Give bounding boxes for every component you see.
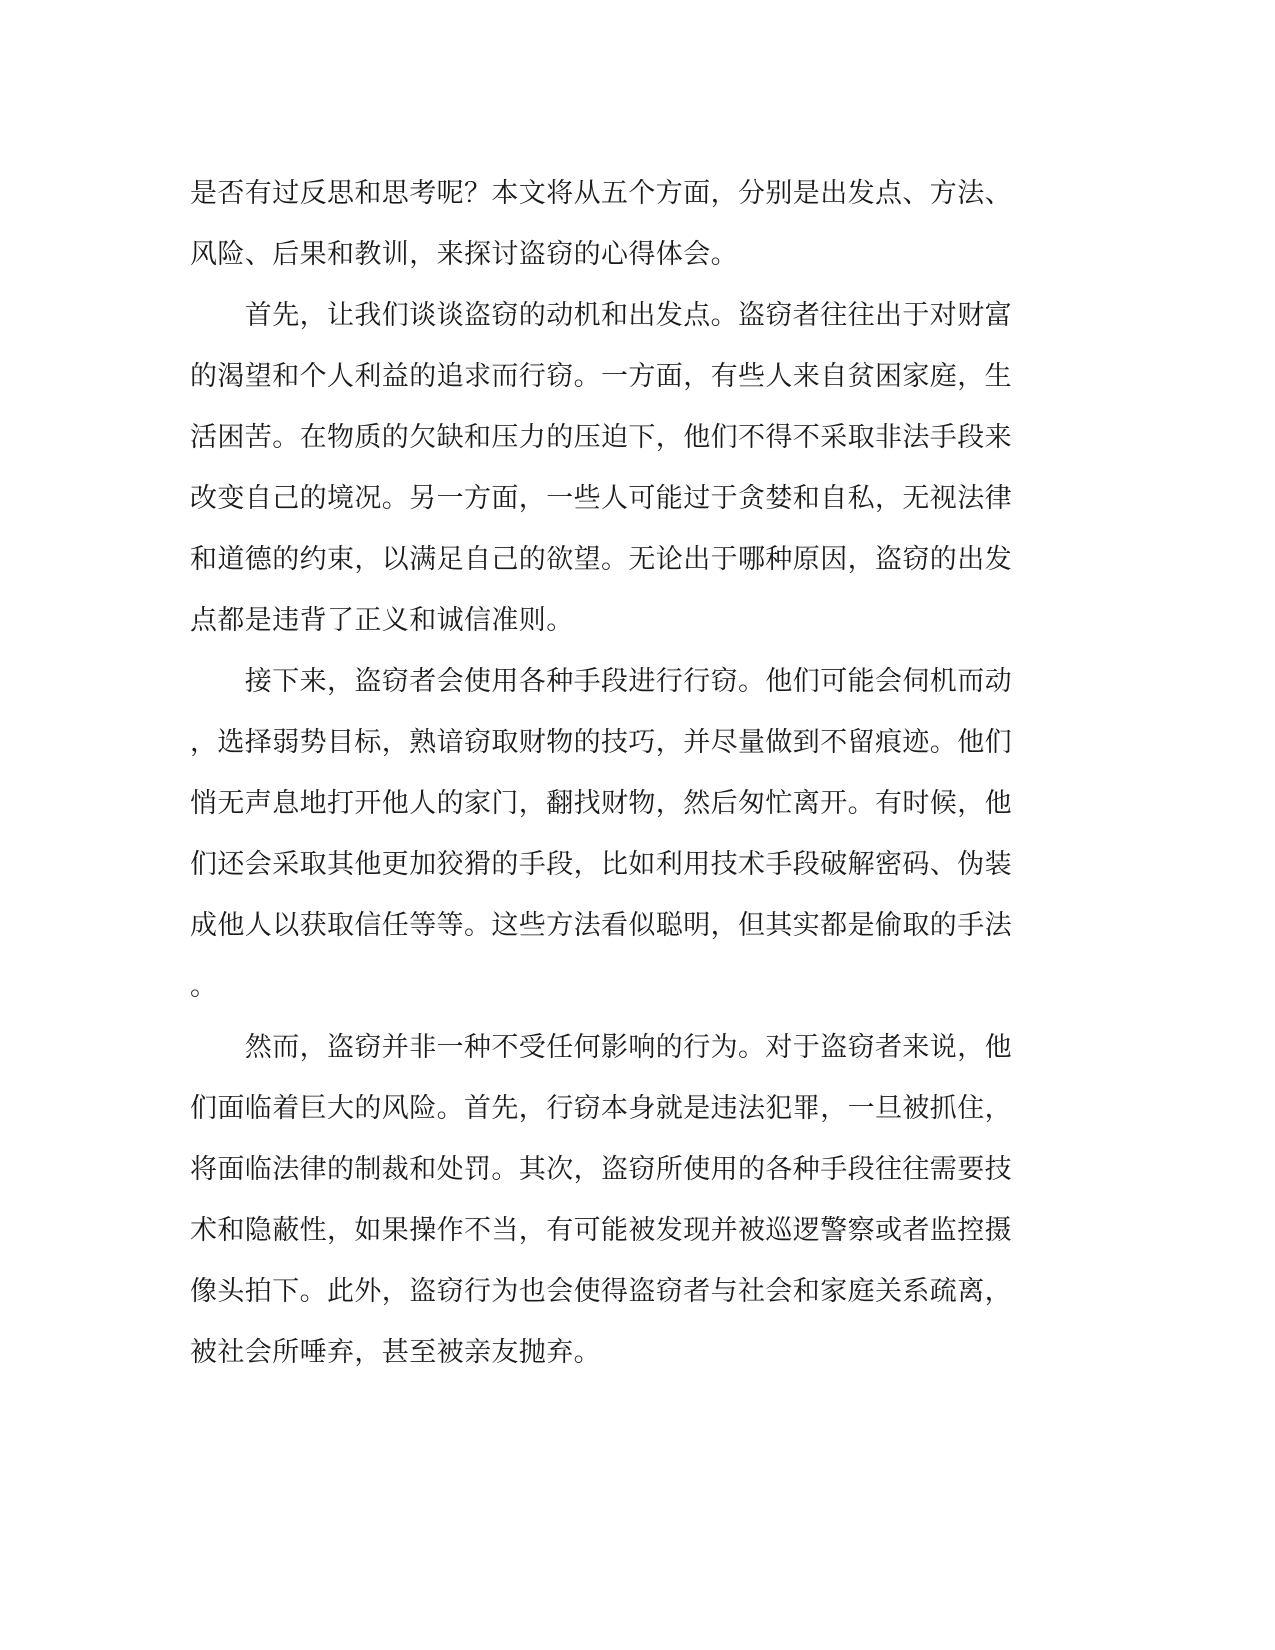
- text-line: 点都是违背了正义和诚信准则。: [190, 605, 574, 636]
- text-line: 们还会采取其他更加狡猾的手段，比如利用技术手段破解密码、伪装: [190, 849, 1012, 880]
- text-line: 。: [190, 971, 218, 1002]
- text-line: 被社会所唾弃，甚至被亲友抛弃。: [190, 1337, 601, 1368]
- text-line: 们面临着巨大的风险。首先，行窃本身就是违法犯罪，一旦被抓住，: [190, 1093, 1012, 1124]
- text-line: 风险、后果和教训，来探讨盗窃的心得体会。: [190, 239, 738, 270]
- body-text: [190, 163, 1090, 1383]
- text-line: 术和隐蔽性，如果操作不当，有可能被发现并被巡逻警察或者监控摄: [190, 1215, 1012, 1246]
- text-line: 是否有过反思和思考呢？本文将从五个方面，分别是出发点、方法、: [190, 178, 1012, 209]
- text-line: 的渴望和个人利益的追求而行窃。一方面，有些人来自贫困家庭，生: [190, 361, 1012, 392]
- text-line: 像头拍下。此外，盗窃行为也会使得盗窃者与社会和家庭关系疏离，: [190, 1276, 1012, 1307]
- text-line: 成他人以获取信任等等。这些方法看似聪明，但其实都是偷取的手法: [190, 910, 1012, 941]
- text-line: 悄无声息地打开他人的家门，翻找财物，然后匆忙离开。有时候，他: [190, 788, 1012, 819]
- text-line: 接下来，盗窃者会使用各种手段进行行窃。他们可能会伺机而动: [190, 666, 1012, 697]
- text-line: 将面临法律的制裁和处罚。其次，盗窃所使用的各种手段往往需要技: [190, 1154, 1012, 1185]
- text-line: 然而，盗窃并非一种不受任何影响的行为。对于盗窃者来说，他: [190, 1032, 1012, 1063]
- text-line: ，选择弱势目标，熟谙窃取财物的技巧，并尽量做到不留痕迹。他们: [190, 727, 1012, 758]
- text-line: 活困苦。在物质的欠缺和压力的压迫下，他们不得不采取非法手段来: [190, 422, 1012, 453]
- text-line: 首先，让我们谈谈盗窃的动机和出发点。盗窃者往往出于对财富: [190, 300, 1012, 331]
- text-line: 改变自己的境况。另一方面，一些人可能过于贪婪和自私，无视法律: [190, 483, 1012, 514]
- text-line: 和道德的约束，以满足自己的欲望。无论出于哪种原因，盗窃的出发: [190, 544, 1012, 575]
